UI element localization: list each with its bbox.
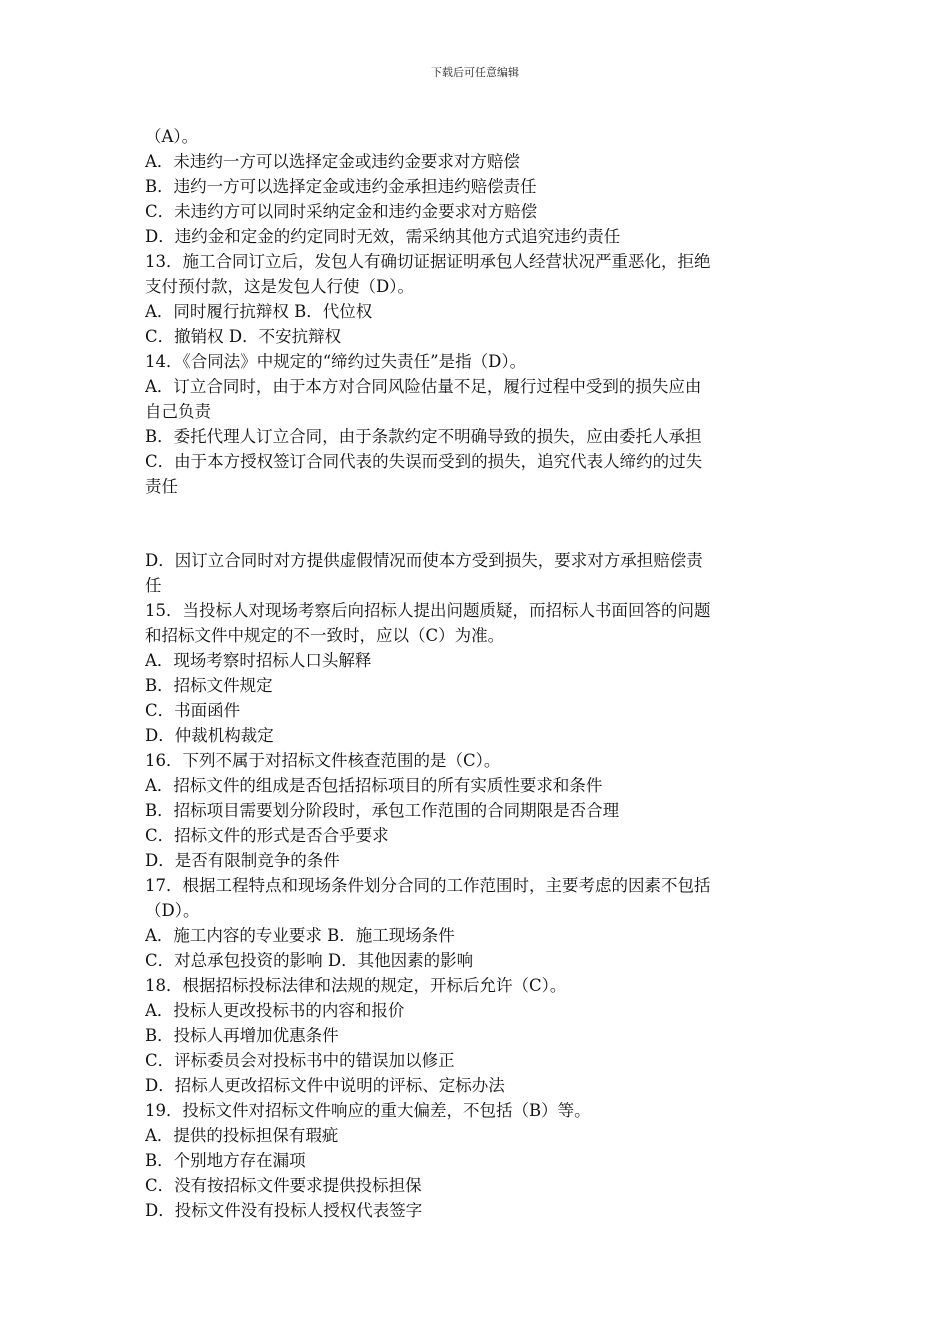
text-line: 支付预付款，这是发包人行使（D）。	[145, 277, 414, 296]
text-line: C．未违约方可以同时采纳定金和违约金要求对方赔偿	[145, 202, 538, 221]
text-line: B．招标文件规定	[145, 676, 273, 695]
text-line: 16．下列不属于对招标文件核查范围的是（C）。	[145, 751, 501, 770]
text-block-2	[145, 548, 813, 1223]
text-line: B．个别地方存在漏项	[145, 1151, 306, 1170]
text-line: A．现场考察时招标人口头解释	[145, 651, 372, 670]
text-line: D．投标文件没有投标人授权代表签字	[145, 1201, 423, 1220]
text-line: A．同时履行抗辩权 B．代位权	[145, 302, 373, 321]
text-line: 自己负责	[145, 402, 211, 421]
text-line: A．提供的投标担保有瑕疵	[145, 1126, 339, 1145]
text-line: （D）。	[145, 901, 200, 920]
text-block-1	[145, 124, 813, 499]
text-line: 和招标文件中规定的不一致时，应以（C）为准。	[145, 626, 505, 645]
text-line: C．评标委员会对投标书中的错误加以修正	[145, 1051, 455, 1070]
text-line: （A）。	[145, 127, 199, 146]
text-line: D．招标人更改招标文件中说明的评标、定标办法	[145, 1076, 505, 1095]
text-line: 15．当投标人对现场考察后向招标人提出问题质疑，而招标人书面回答的问题	[145, 601, 711, 620]
text-line: C．对总承包投资的影响 D．其他因素的影响	[145, 951, 474, 970]
text-line: C．没有按招标文件要求提供投标担保	[145, 1176, 422, 1195]
text-line: D．因订立合同时对方提供虚假情况而使本方受到损失，要求对方承担赔偿责	[145, 551, 703, 570]
text-line: A．订立合同时，由于本方对合同风险估量不足，履行过程中受到的损失应由	[145, 377, 702, 396]
text-line: B．投标人再增加优惠条件	[145, 1026, 339, 1045]
text-line: 13．施工合同订立后，发包人有确切证据证明承包人经营状况严重恶化，拒绝	[145, 252, 711, 271]
text-line: D．仲裁机构裁定	[145, 726, 274, 745]
text-line: 19．投标文件对招标文件响应的重大偏差，不包括（B）等。	[145, 1101, 591, 1120]
text-line: 任	[145, 576, 162, 595]
page-header: 下载后可任意编辑	[431, 66, 519, 79]
text-line: C．由于本方授权签订合同代表的失误而受到的损失，追究代表人缔约的过失	[145, 452, 703, 471]
text-line: A．施工内容的专业要求 B．施工现场条件	[145, 926, 455, 945]
text-line: B．委托代理人订立合同，由于条款约定不明确导致的损失，应由委托人承担	[145, 427, 702, 446]
text-line: B．招标项目需要划分阶段时，承包工作范围的合同期限是否合理	[145, 801, 620, 820]
text-line: 17．根据工程特点和现场条件划分合同的工作范围时，主要考虑的因素不包括	[145, 876, 711, 895]
text-line: D．违约金和定金的约定同时无效，需采纳其他方式追究违约责任	[145, 227, 621, 246]
document-body	[145, 124, 813, 1223]
text-line: C．书面函件	[145, 701, 241, 720]
text-line: 责任	[145, 477, 178, 496]
text-line: A．未违约一方可以选择定金或违约金要求对方赔偿	[145, 152, 520, 171]
text-line: D．是否有限制竞争的条件	[145, 851, 340, 870]
text-line: B．违约一方可以选择定金或违约金承担违约赔偿责任	[145, 177, 537, 196]
text-line: A．招标文件的组成是否包括招标项目的所有实质性要求和条件	[145, 776, 603, 795]
text-line: 14．《合同法》中规定的“缔约过失责任”是指（D）。	[145, 352, 527, 371]
text-line: C．撤销权 D．不安抗辩权	[145, 327, 342, 346]
text-line: A．投标人更改投标书的内容和报价	[145, 1001, 405, 1020]
text-line: 18．根据招标投标法律和法规的规定，开标后允许（C）。	[145, 976, 567, 995]
paragraph-gap	[145, 499, 813, 548]
text-line: C．招标文件的形式是否合乎要求	[145, 826, 389, 845]
